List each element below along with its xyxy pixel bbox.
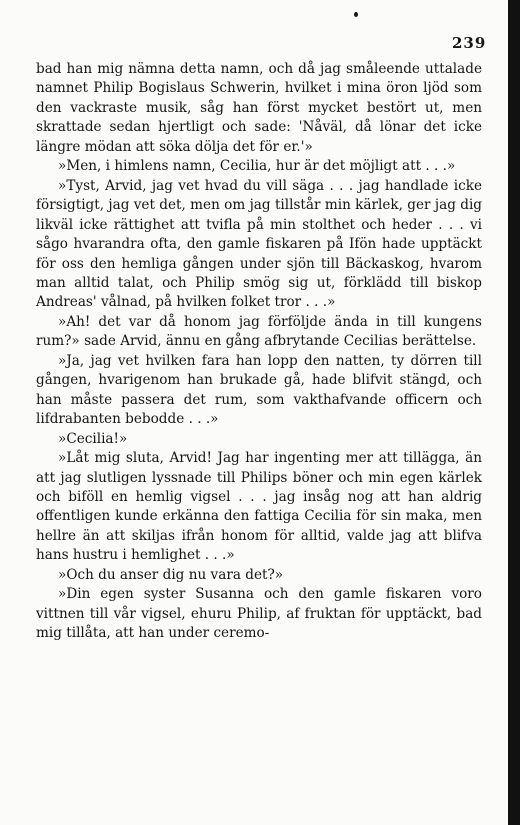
paragraph: »Ah! det var då honom jag förföljde ända in till kungens rum?» sade Arvid, ännu en gång afbrytande Cecilias berättelse. xyxy=(36,313,482,350)
paragraph: bad han mig nämna detta namn, och då jag småleende uttalade namnet Philip Bogislaus Schwerin, hvilket i mina öron ljöd som den vackraste musik, såg han först mycket bestört ut, men skrattade sedan hjertligt och sade: 'Nåväl, då lönar det icke längre mödan att söka dölja det för er.'» xyxy=(36,61,482,155)
paragraph: »Och du anser dig nu vara det?» xyxy=(58,566,284,583)
paragraph: »Din egen syster Susanna och den gamle fiskaren voro vittnen till vår vigsel, ehuru Philip, af fruktan för upptäckt, bad mig tillåta, att han under ceremo- xyxy=(36,586,482,642)
paragraph: »Men, i himlens namn, Cecilia, hur är det möjligt att . . .» xyxy=(58,158,456,175)
body-text xyxy=(36,60,482,644)
page-number: 239 xyxy=(452,34,487,52)
ink-spot xyxy=(354,12,358,17)
page-edge-shadow xyxy=(508,0,520,825)
paragraph: »Ja, jag vet hvilken fara han lopp den natten, ty dörren till gången, hvarigenom han brukade gå, hade blifvit stängd, och han måste passera det rum, som vakthafvande officern och lifdrabanten bebodde . . .» xyxy=(36,352,482,428)
paragraph: »Tyst, Arvid, jag vet hvad du vill säga . . . jag handlade icke försigtigt, jag vet det, men om jag tillstår min kärlek, ger jag dig likväl icke rättighet att tvifla på min stolthet och heder . . . vi sågo hvarandra ofta, den gamle fiskaren på Ifön hade upptäckt för oss den hemliga gången under sjön till Bäckaskog, hvarom man alltid talat, och Philip smög sig ut, förklädd till biskop Andreas' vålnad, på hvilken folket tror . . .» xyxy=(36,177,482,311)
paragraph: »Låt mig sluta, Arvid! Jag har ingenting mer att tillägga, än att jag slutligen lyssnade till Philips böner och min egen kärlek och biföll en hemlig vigsel . . . jag insåg nog att han aldrig offentligen kunde erkänna den fattiga Cecilia för sin maka, men hellre än att skiljas ifrån honom för alltid, valde jag att blifva hans hustru i hemlighet . . .» xyxy=(36,450,482,564)
paragraph: »Cecilia!» xyxy=(58,430,128,447)
